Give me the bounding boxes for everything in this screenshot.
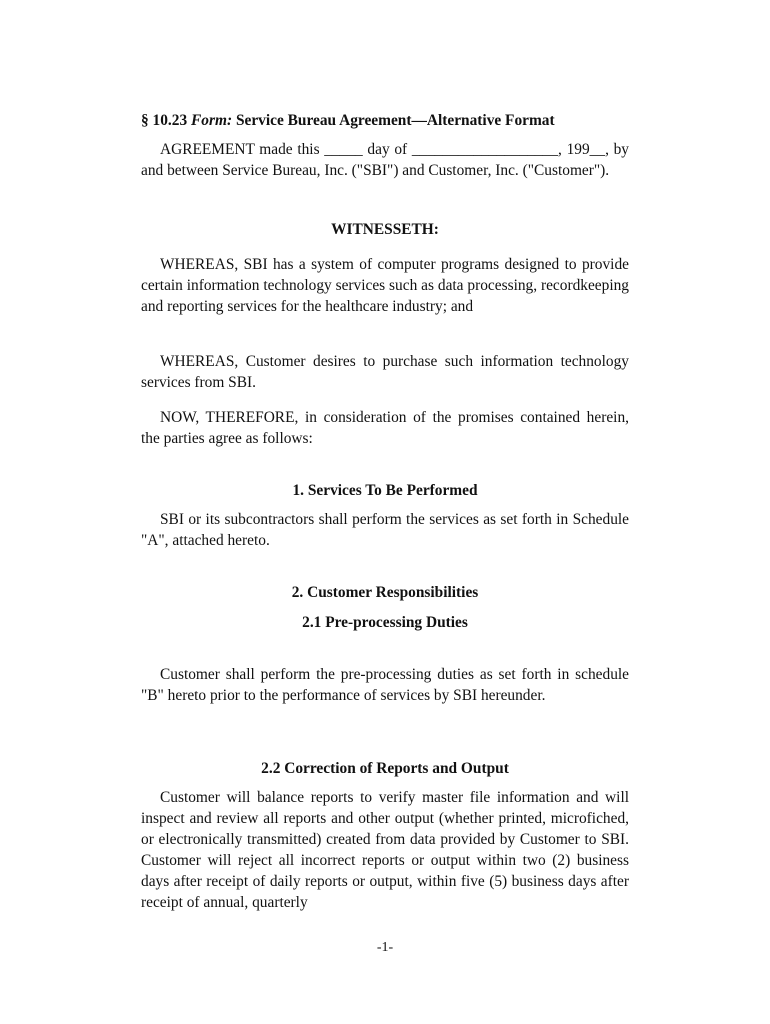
section-1-heading: 1. Services To Be Performed — [292, 482, 478, 499]
section-2-1-body: Customer shall perform the pre-processing duties as set forth in schedule "B" hereto prior to the performance of services by SBI hereunder. — [141, 666, 629, 704]
section-2-2-body: Customer will balance reports to verify master file information and will inspect and review all reports and other output (whether printed, microfiched, or electronically transmitted) created from data provided by Customer to SBI. Customer will reject all incorrect reports or output within two (2) business days after receipt of daily reports or output, within five (5) business days after receipt of annual, quarterly — [141, 789, 629, 911]
document-title — [141, 110, 629, 131]
whereas-paragraph-2: WHEREAS, Customer desires to purchase such information technology services from SBI. — [141, 353, 629, 391]
whereas-paragraph-1: WHEREAS, SBI has a system of computer programs designed to provide certain information technology services such as data processing, recordkeeping and reporting services for the healthcare industry; and — [141, 256, 629, 315]
section-2-1-heading: 2.1 Pre-processing Duties — [302, 614, 468, 631]
agreement-intro: AGREEMENT made this _____ day of ___________________, 199__, by and between Service Bureau, Inc. ("SBI") and Customer, Inc. ("Customer"). — [141, 141, 629, 179]
title-text: Service Bureau Agreement—Alternative Format — [235, 112, 555, 129]
witnesseth-heading: WITNESSETH: — [331, 221, 439, 238]
page-number: -1- — [376, 940, 394, 955]
section-1-body: SBI or its subcontractors shall perform the services as set forth in Schedule "A", attached hereto. — [141, 511, 629, 549]
section-2-heading: 2. Customer Responsibilities — [291, 584, 479, 601]
section-2-2-heading: 2.2 Correction of Reports and Output — [261, 760, 509, 777]
now-therefore-paragraph: NOW, THEREFORE, in consideration of the promises contained herein, the parties agree as follows: — [141, 409, 629, 447]
form-label: Form: — [191, 112, 233, 129]
section-number: § 10.23 — [141, 112, 188, 129]
